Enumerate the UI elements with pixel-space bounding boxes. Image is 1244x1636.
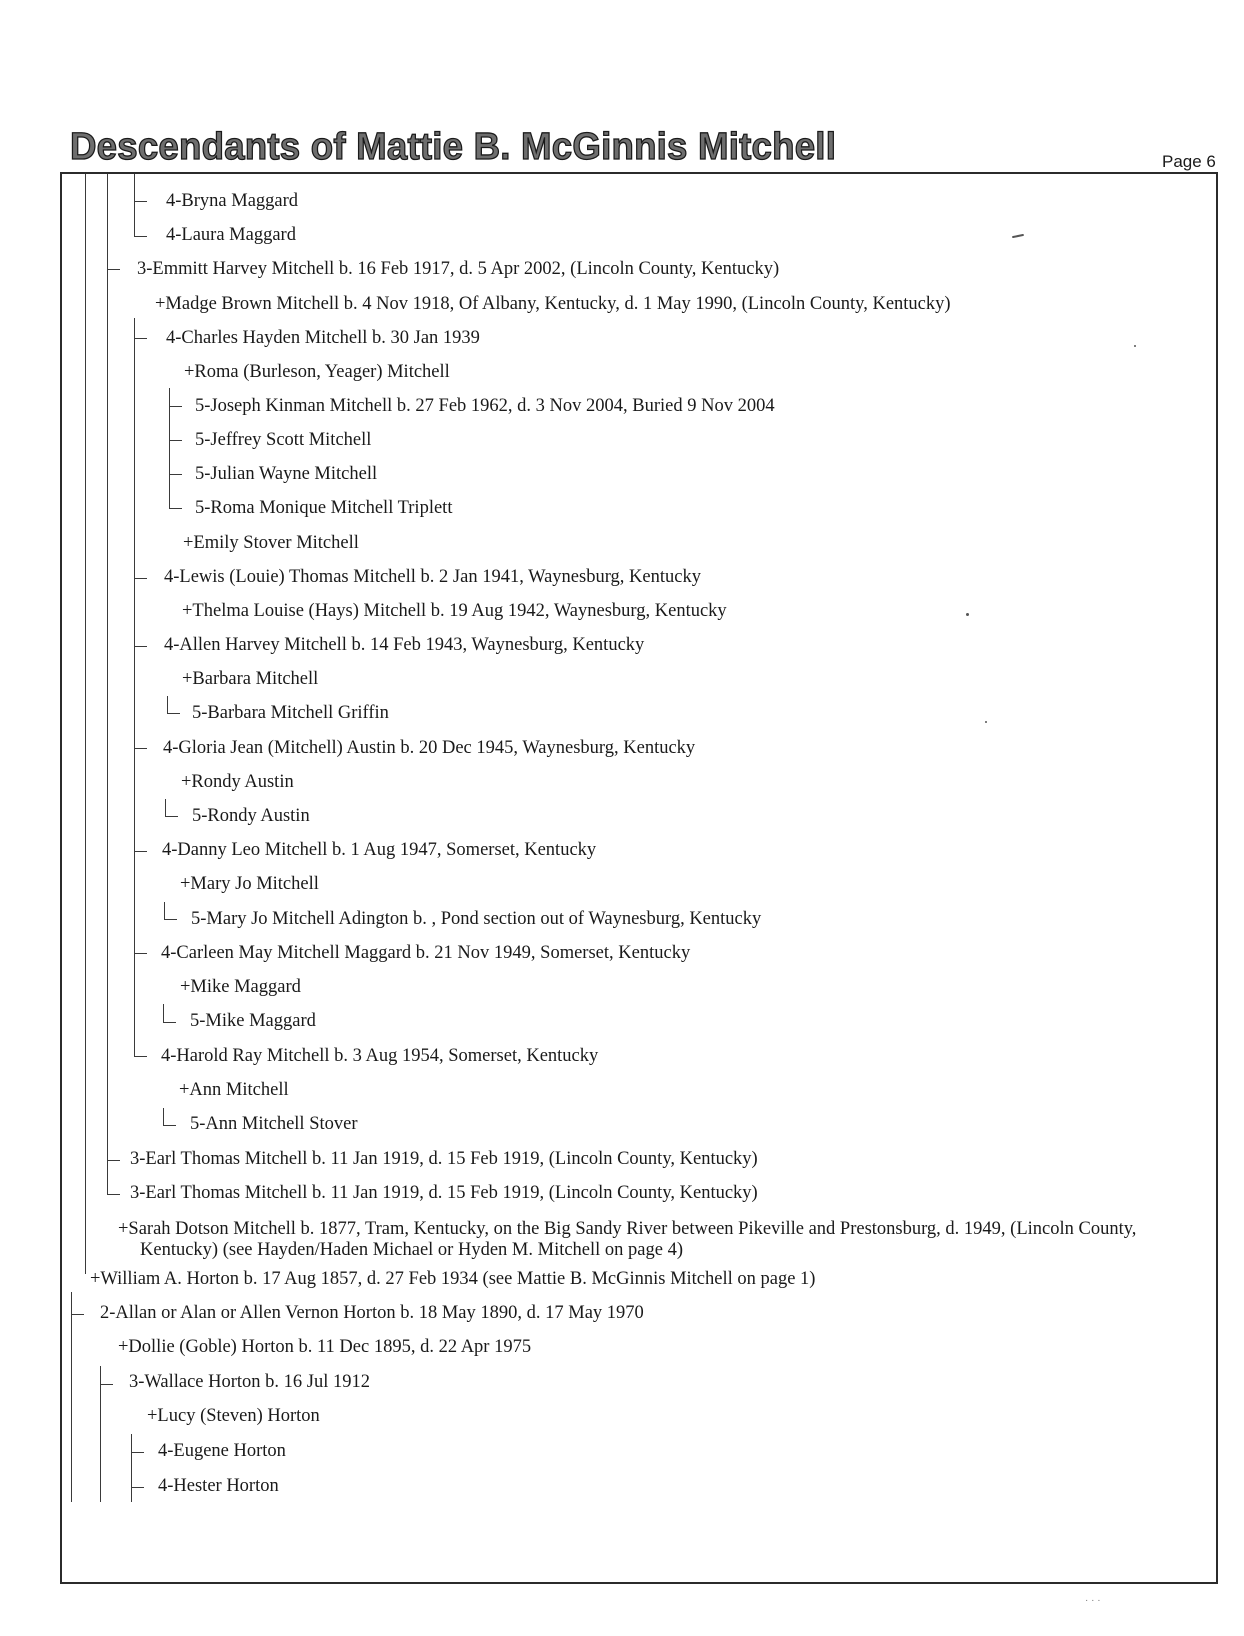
descendant-entry: 5-Julian Wayne Mitchell — [195, 464, 378, 484]
descendant-entry: 3-Wallace Horton b. 16 Jul 1912 — [129, 1372, 371, 1392]
tree-line — [134, 318, 135, 1056]
spouse-entry: +Ann Mitchell — [179, 1080, 289, 1100]
tree-connector — [134, 578, 147, 579]
tree-connector — [167, 713, 180, 714]
tree-connector — [107, 269, 120, 270]
tree-connector — [163, 1125, 176, 1126]
tree-line — [163, 1108, 164, 1125]
descendant-entry: 4-Lewis (Louie) Thomas Mitchell b. 2 Jan 1941, Waynesburg, Kentucky — [164, 567, 701, 587]
descendant-entry: 5-Mary Jo Mitchell Adington b. , Pond section out of Waynesburg, Kentucky — [191, 909, 762, 929]
scan-mark: · · · — [1085, 1595, 1101, 1606]
descendant-entry: 5-Mike Maggard — [190, 1011, 316, 1031]
descendant-entry: 3-Emmitt Harvey Mitchell b. 16 Feb 1917, d. 5 Apr 2002, (Lincoln County, Kentucky) — [137, 259, 780, 279]
spouse-entry: +Roma (Burleson, Yeager) Mitchell — [184, 362, 450, 382]
descendant-entry: 4-Gloria Jean (Mitchell) Austin b. 20 Dec 1945, Waynesburg, Kentucky — [163, 738, 696, 758]
descendant-entry: 5-Joseph Kinman Mitchell b. 27 Feb 1962, d. 3 Nov 2004, Buried 9 Nov 2004 — [195, 396, 775, 416]
descendant-entry: 4-Harold Ray Mitchell b. 3 Aug 1954, Somerset, Kentucky — [161, 1046, 599, 1066]
page-number: Page 6 — [1162, 152, 1216, 171]
descendant-entry: 4-Carleen May Mitchell Maggard b. 21 Nov 1949, Somerset, Kentucky — [161, 943, 691, 963]
descendant-entry: 4-Hester Horton — [158, 1476, 279, 1496]
tree-connector — [134, 953, 147, 954]
tree-line — [85, 174, 86, 1274]
tree-connector — [134, 1056, 147, 1057]
descendant-entry: 5-Roma Monique Mitchell Triplett — [195, 498, 453, 518]
spouse-entry: +Lucy (Steven) Horton — [147, 1406, 320, 1426]
descendant-entry: 5-Jeffrey Scott Mitchell — [195, 430, 372, 450]
tree-line — [165, 799, 166, 816]
spouse-entry: +Emily Stover Mitchell — [183, 533, 359, 553]
descendant-entry: 5-Rondy Austin — [192, 806, 310, 826]
descendant-entry: 4-Charles Hayden Mitchell b. 30 Jan 1939 — [166, 328, 480, 348]
tree-connector — [100, 1384, 113, 1385]
scan-mark — [985, 721, 987, 723]
tree-connector — [164, 919, 177, 920]
tree-line — [134, 174, 135, 236]
descendant-entry: 5-Barbara Mitchell Griffin — [192, 703, 389, 723]
spouse-entry: +Madge Brown Mitchell b. 4 Nov 1918, Of Albany, Kentucky, d. 1 May 1990, (Lincoln County, Kentucky) — [155, 294, 951, 314]
tree-line — [107, 174, 108, 1194]
spouse-entry: +Sarah Dotson Mitchell b. 1877, Tram, Kentucky, on the Big Sandy River between Pikeville and Prestonsburg, d. 1949, (Lincoln County, Kentucky) (see Hayden/Haden Michael or Hyden M. Mitchell on page 4) — [118, 1219, 1137, 1260]
tree-line — [71, 1292, 72, 1502]
spouse-entry: +Rondy Austin — [181, 772, 294, 792]
tree-connector — [134, 748, 147, 749]
descendant-entry: 4-Eugene Horton — [158, 1441, 286, 1461]
spouse-entry: +Mike Maggard — [180, 977, 301, 997]
scan-mark — [966, 613, 969, 616]
descendant-entry: 2-Allan or Alan or Allen Vernon Horton b. 18 May 1890, d. 17 May 1970 — [100, 1303, 644, 1323]
descendant-entry: 5-Ann Mitchell Stover — [190, 1114, 358, 1134]
tree-connector — [169, 508, 182, 509]
descendant-entry: 4-Allen Harvey Mitchell b. 14 Feb 1943, Waynesburg, Kentucky — [164, 635, 645, 655]
tree-connector — [134, 646, 147, 647]
descendant-entry: 3-Earl Thomas Mitchell b. 11 Jan 1919, d. 15 Feb 1919, (Lincoln County, Kentucky) — [130, 1183, 758, 1203]
descendant-entry: 3-Earl Thomas Mitchell b. 11 Jan 1919, d. 15 Feb 1919, (Lincoln County, Kentucky) — [130, 1149, 758, 1169]
descendant-entry: 4-Laura Maggard — [166, 225, 296, 245]
spouse-entry: +Thelma Louise (Hays) Mitchell b. 19 Aug 1942, Waynesburg, Kentucky — [182, 601, 727, 621]
tree-line — [163, 1004, 164, 1022]
tree-connector — [71, 1314, 84, 1315]
tree-connector — [163, 1022, 176, 1023]
tree-connector — [107, 1194, 120, 1195]
tree-connector — [169, 440, 182, 441]
tree-connector — [131, 1452, 144, 1453]
tree-connector — [134, 851, 147, 852]
spouse-entry: +William A. Horton b. 17 Aug 1857, d. 27 Feb 1934 (see Mattie B. McGinnis Mitchell on page 1) — [90, 1269, 816, 1289]
tree-connector — [134, 201, 147, 202]
spouse-entry: +Dollie (Goble) Horton b. 11 Dec 1895, d. 22 Apr 1975 — [118, 1337, 532, 1357]
document-title: Descendants of Mattie B. McGinnis Mitchell — [70, 126, 837, 168]
tree-connector — [107, 1160, 120, 1161]
tree-connector — [131, 1487, 144, 1488]
tree-connector — [134, 236, 147, 237]
tree-connector — [169, 474, 182, 475]
scan-mark — [1134, 345, 1136, 347]
tree-line — [100, 1366, 101, 1502]
spouse-entry: +Mary Jo Mitchell — [180, 874, 319, 894]
tree-connector — [134, 338, 147, 339]
spouse-entry: +Barbara Mitchell — [182, 669, 319, 689]
tree-connector — [165, 816, 178, 817]
tree-connector — [169, 406, 182, 407]
tree-line — [167, 696, 168, 713]
descendant-entry: 4-Danny Leo Mitchell b. 1 Aug 1947, Somerset, Kentucky — [162, 840, 597, 860]
tree-line — [164, 902, 165, 919]
tree-line — [131, 1434, 132, 1502]
descendant-entry: 4-Bryna Maggard — [166, 191, 299, 211]
